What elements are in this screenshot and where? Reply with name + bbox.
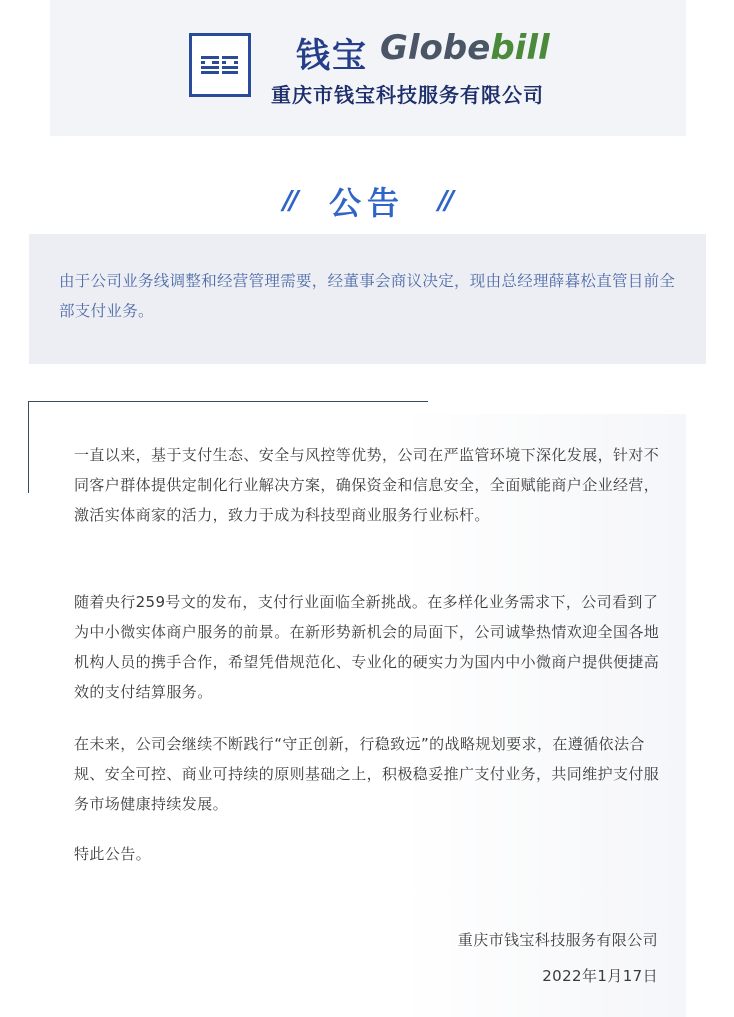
signature-company: 重庆市钱宝科技服务有限公司: [457, 931, 658, 949]
header-banner: [50, 0, 686, 136]
header-company-name: 重庆市钱宝科技服务有限公司: [271, 83, 544, 107]
page-title: 公告: [328, 184, 405, 222]
brand-name-cn: 钱宝: [296, 36, 368, 76]
gb-logo-icon: [192, 36, 248, 94]
brand-name-en: [380, 28, 550, 68]
corner-line-horizontal: [28, 401, 428, 402]
paragraph-2: 随着央行259号文的发布，支付行业面临全新挑战。在多样化业务需求下，公司看到了为中小微实体商户服务的前景。在新形势新机会的局面下，公司诚挚热情欢迎全国各地机构人员的携手合作，希望凭借规范化、专业化的硬实力为国内中小微商户提供便捷高效的支付结算服务。: [74, 593, 660, 701]
paragraph-3: 在未来，公司会继续不断践行“守正创新，行稳致远”的战略规划要求，在遵循依法合规、安全可控、商业可持续的原则基础之上，积极稳妥推广支付业务，共同维护支付服务市场健康持续发展。: [74, 735, 660, 813]
signature-date: 2022年1月17日: [542, 967, 658, 985]
company-logo: [189, 33, 251, 97]
summary-text: 由于公司业务线调整和经营管理需要，经董事会商议决定，现由总经理薛暮松直管目前全部支付业务。: [59, 272, 676, 320]
paragraph-1: 一直以来，基于支付生态、安全与风控等优势，公司在严监管环境下深化发展，针对不同客户群体提供定制化行业解决方案，确保资金和信息安全，全面赋能商户企业经营，激活实体商家的活力，致力于成为科技型商业服务行业标杆。: [74, 446, 660, 524]
title-slash-right: //: [438, 186, 452, 216]
corner-line-vertical: [28, 401, 29, 493]
title-slash-left: //: [282, 186, 296, 216]
paragraph-closing: 特此公告。: [74, 845, 152, 863]
brand-name-en-tail: bill: [490, 28, 550, 68]
brand-name-en-main: Globe: [380, 28, 491, 68]
announcement-title: [0, 178, 734, 222]
summary-box: [29, 234, 706, 364]
